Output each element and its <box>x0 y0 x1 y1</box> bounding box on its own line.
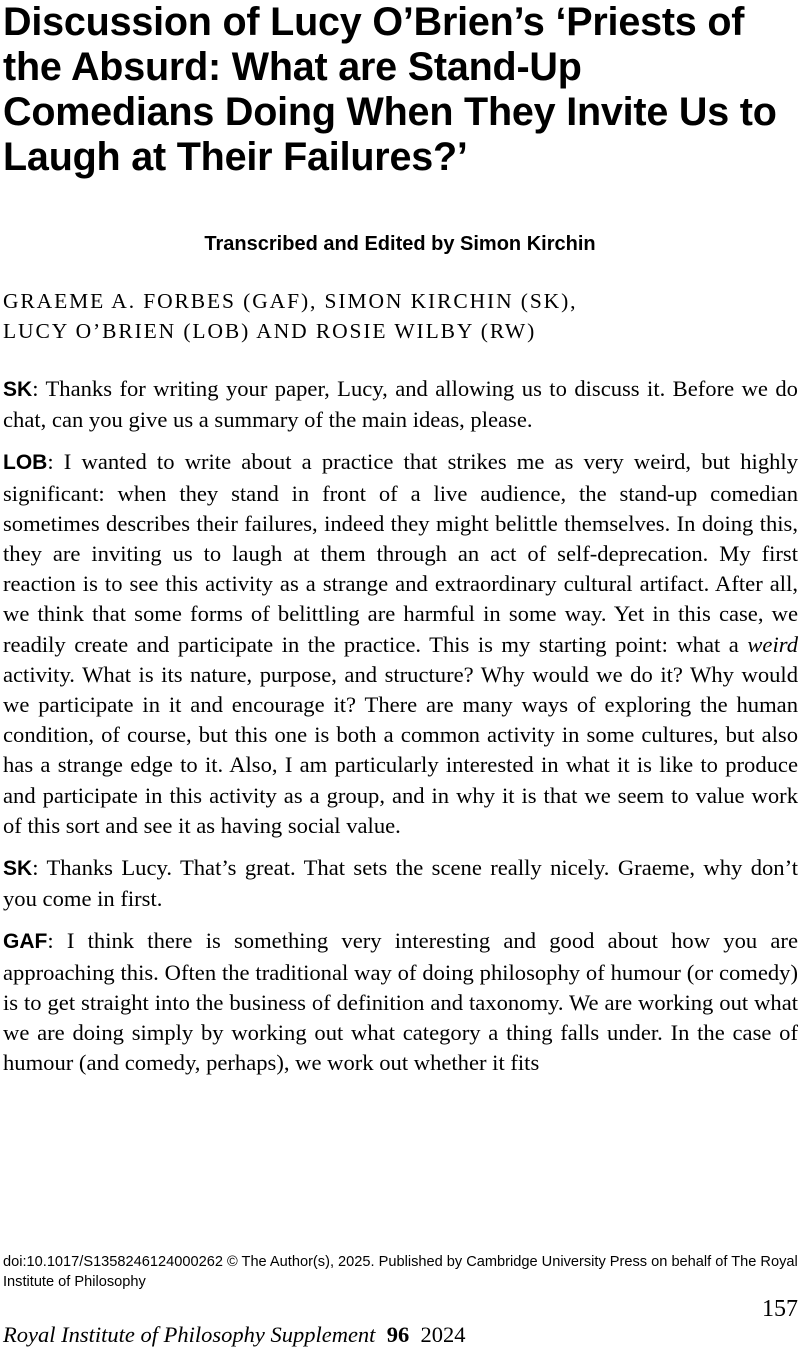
author-line: GRAEME A. FORBES (GAF), SIMON KIRCHIN (SK), <box>3 289 578 313</box>
speaker-label: LOB <box>3 451 48 475</box>
emphasis-text: weird <box>747 631 798 657</box>
dialogue-turn <box>3 447 798 841</box>
doi-copyright-line: doi:10.1017/S1358246124000262 © The Author(s), 2025. Published by Cambridge University Press on behalf of The Royal Institute of Philosophy <box>3 1254 798 1290</box>
speaker-label: GAF <box>3 930 48 954</box>
turn-text: activity. What is its nature, purpose, and structure? Why would we do it? Why would we participate in it and encourage it? There are many ways of exploring the human condition, of course, but this one is both a common activity in some cultures, but also has a strange edge to it. Also, I am particularly interested in what it is like to produce and participate in this activity as a group, and in why it is that we seem to value work of this sort and see it as having social value. <box>3 661 798 838</box>
turn-text: I think there is something very interesting and good about how you are approaching this. Often the traditional way of doing philosophy of humour (or comedy) is to get straight into the business of definition and taxonomy. We are working out what we are doing simply by working out what category a thing falls under. In the case of humour (and comedy, perhaps), we work out whether it fits <box>3 928 798 1076</box>
turn-text: Thanks for writing your paper, Lucy, and allowing us to discuss it. Before we do chat, can you give us a summary of the main ideas, please. <box>3 376 798 433</box>
speaker-separator: : <box>32 855 47 881</box>
discussion-body <box>3 374 798 1090</box>
journal-name: Royal Institute of Philosophy Supplement <box>3 1322 376 1347</box>
turn-text: Thanks Lucy. That’s great. That sets the scene really nicely. Graeme, why don’t you come in first. <box>3 855 798 912</box>
article-title: Discussion of Lucy O’Brien’s ‘Priests of the Absurd: What are Stand-Up Comedians Doing When They Invite Us to Laugh at Their Failures?’ <box>3 0 777 179</box>
page-number: 157 <box>762 1296 798 1322</box>
journal-citation <box>3 1321 465 1349</box>
speaker-separator: : <box>32 376 46 401</box>
speaker-label: SK <box>3 378 33 401</box>
author-list <box>3 286 798 346</box>
speaker-separator: : <box>47 449 64 475</box>
author-line: LUCY O’BRIEN (LOB) AND ROSIE WILBY (RW) <box>3 319 537 343</box>
dialogue-turn <box>3 853 798 914</box>
journal-volume: 96 <box>386 1322 410 1347</box>
turn-text: I wanted to write about a practice that strikes me as very weird, but highly significant: when they stand in front of a live audience, the stand-up comedian sometimes describes their failures, indeed they might belittle themselves. In doing this, they are inviting us to laugh at them through an act of self-deprecation. My first reaction is to see this activity as a strange and extraordinary cultural artifact. After all, we think that some forms of belittling are harmful in some way. Yet in this case, we readily create and participate in the practice. This is my starting point: what a <box>3 449 798 657</box>
speaker-separator: : <box>47 928 67 954</box>
dialogue-turn <box>3 374 798 435</box>
speaker-label: SK <box>3 857 33 881</box>
dialogue-turn <box>3 926 798 1078</box>
journal-year: 2024 <box>420 1322 466 1347</box>
editor-line: Transcribed and Edited by Simon Kirchin <box>204 233 596 255</box>
